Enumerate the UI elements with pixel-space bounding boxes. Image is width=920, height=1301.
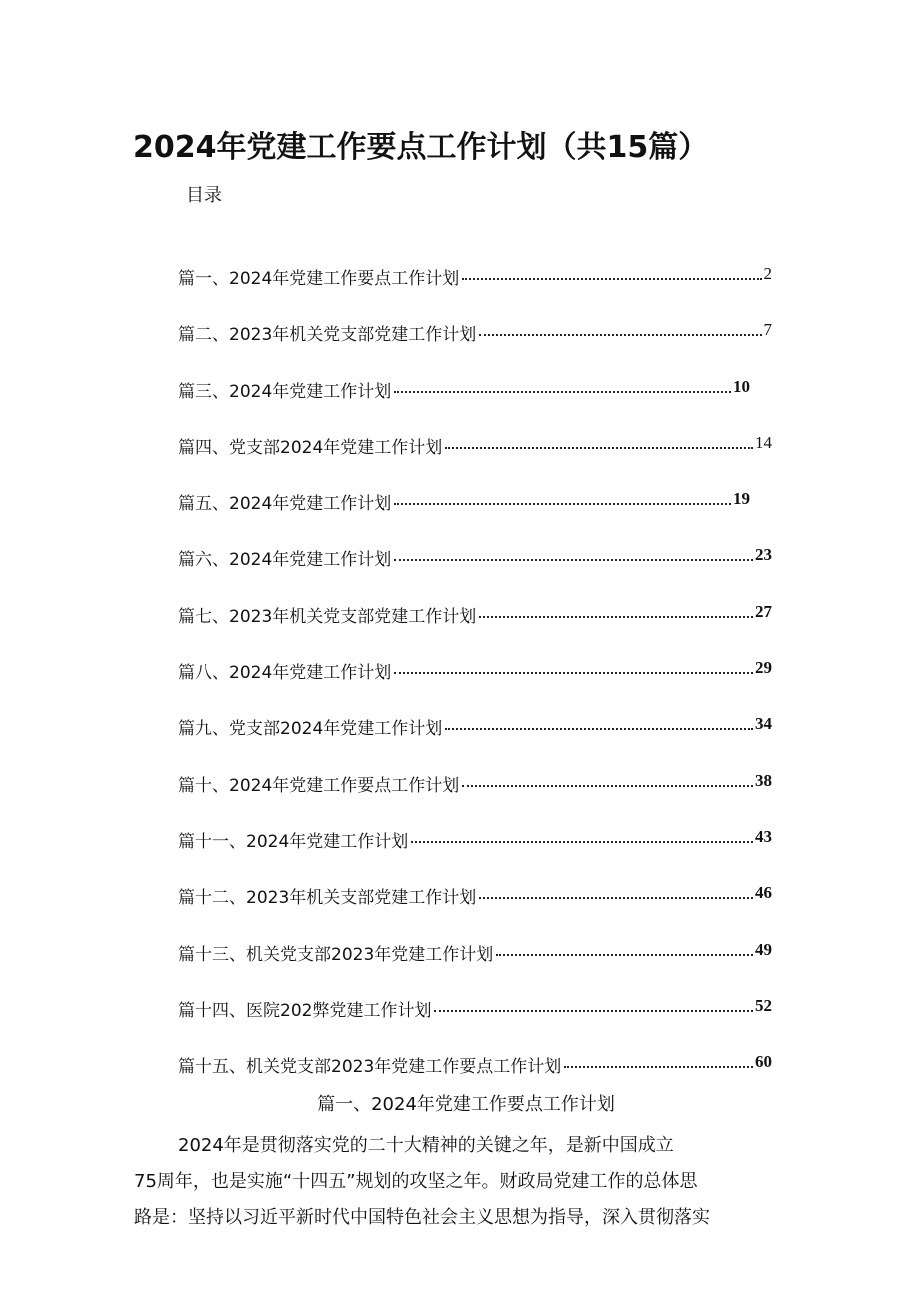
toc-entry-title: 篇一、2024年党建工作要点工作计划 [178, 269, 460, 289]
toc-leader [434, 996, 753, 1012]
toc-leader [445, 714, 753, 730]
toc-entry-page: 29 [755, 658, 772, 678]
toc-leader [462, 771, 753, 787]
body-paragraph [134, 1128, 794, 1236]
toc-entry-page: 27 [755, 601, 772, 621]
toc-entry-page: 43 [755, 826, 772, 846]
toc-entry-page: 23 [755, 545, 772, 565]
toc-entry-page: 46 [755, 883, 772, 903]
toc-entry-page: 10 [733, 376, 750, 396]
toc-entry-title: 篇二、2023年机关党支部党建工作计划 [178, 325, 477, 346]
toc-leader [394, 377, 731, 393]
toc-entry-page: 19 [733, 489, 750, 509]
section-heading: 篇一、2024年党建工作要点工作计划 [317, 1094, 615, 1115]
toc-entry-title: 篇十五、机关党支部2023年党建工作要点工作计划 [178, 1057, 562, 1078]
toc-entry[interactable] [178, 602, 772, 658]
toc-leader [479, 883, 753, 899]
toc-leader [445, 433, 753, 449]
toc-leader [462, 264, 761, 280]
toc-entry-page: 2 [763, 264, 772, 283]
toc-label: 目录 [186, 185, 222, 206]
toc-entry-title: 篇八、2024年党建工作计划 [178, 663, 392, 684]
table-of-contents [178, 264, 772, 1108]
toc-entry[interactable] [178, 714, 772, 770]
toc-entry-page: 7 [763, 320, 772, 340]
toc-entry[interactable] [178, 771, 772, 827]
toc-entry[interactable] [178, 377, 750, 433]
body-line: 2024年是贯彻落实党的二十大精神的关键之年，是新中国成立 [178, 1135, 674, 1156]
toc-leader [496, 940, 753, 956]
toc-entry[interactable] [178, 940, 772, 996]
toc-entry[interactable] [178, 658, 772, 714]
toc-entry-title: 篇十、2024年党建工作要点工作计划 [178, 775, 460, 796]
toc-leader [479, 320, 761, 336]
toc-entry-title: 篇十一、2024年党建工作计划 [178, 831, 409, 852]
toc-entry[interactable] [178, 827, 772, 883]
toc-entry-title: 篇五、2024年党建工作计划 [178, 494, 392, 515]
toc-entry[interactable] [178, 996, 772, 1052]
toc-leader [479, 602, 753, 618]
toc-leader [411, 827, 753, 843]
toc-entry-title: 篇四、党支部2024年党建工作计划 [178, 437, 443, 458]
toc-entry[interactable] [178, 320, 772, 376]
toc-entry-page: 49 [755, 939, 772, 959]
toc-entry-title: 篇十四、医院202弊党建工作计划 [178, 1000, 432, 1021]
toc-entry-page: 38 [755, 770, 772, 790]
toc-entry-page: 34 [755, 714, 772, 734]
toc-entry-title: 篇十三、机关党支部2023年党建工作计划 [178, 944, 494, 965]
document-title: 2024年党建工作要点工作计划（共15篇） [133, 130, 709, 165]
toc-entry-title: 篇九、党支部2024年党建工作计划 [178, 719, 443, 740]
toc-entry[interactable] [178, 489, 750, 545]
toc-leader [394, 489, 731, 505]
toc-leader [394, 658, 753, 674]
toc-entry-title: 篇三、2024年党建工作计划 [178, 381, 392, 402]
toc-entry-title: 篇七、2023年机关党支部党建工作计划 [178, 606, 477, 627]
body-line: 路是：坚持以习近平新时代中国特色社会主义思想为指导，深入贯彻落实 [134, 1207, 710, 1228]
toc-entry-page: 60 [755, 1052, 772, 1072]
toc-leader [394, 545, 753, 561]
toc-entry[interactable] [178, 545, 772, 601]
toc-entry[interactable] [178, 433, 772, 489]
toc-entry[interactable] [178, 883, 772, 939]
body-line: 75周年，也是实施“十四五”规划的攻坚之年。财政局党建工作的总体思 [134, 1171, 698, 1192]
toc-entry-page: 14 [755, 432, 772, 452]
toc-leader [564, 1052, 753, 1068]
toc-entry[interactable] [178, 264, 772, 320]
toc-entry-title: 篇十二、2023年机关支部党建工作计划 [178, 888, 477, 909]
toc-entry-title: 篇六、2024年党建工作计划 [178, 550, 392, 571]
toc-entry-page: 52 [755, 995, 772, 1015]
